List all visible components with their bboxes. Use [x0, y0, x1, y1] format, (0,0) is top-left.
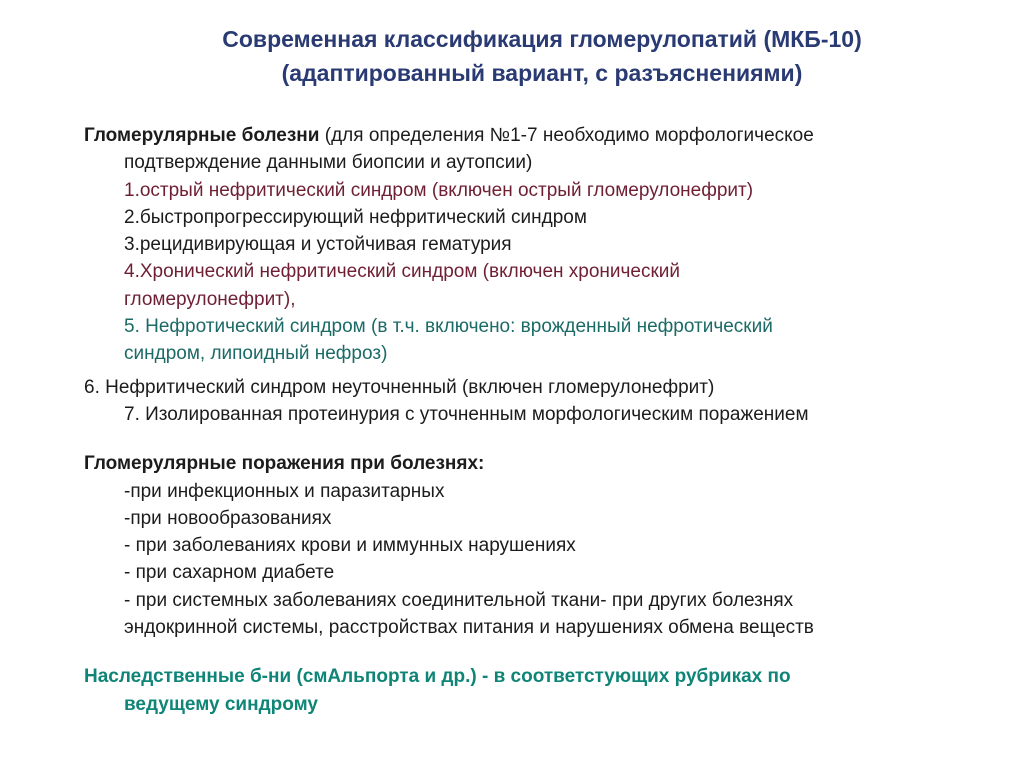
lesion-item-4: - при сахарном диабете	[124, 562, 335, 584]
lesion-item-2: -при новообразованиях	[124, 507, 332, 529]
list-item-5-line-2: синдром, липоидный нефроз)	[124, 343, 388, 365]
list-item-3: 3.рецидивирующая и устойчивая гематурия	[124, 234, 512, 256]
lesion-item-5-line-2: эндокринной системы, расстройствах питания и нарушениях обмена веществ	[124, 617, 814, 639]
list-item-4-line-1: 4.Хронический нефритический синдром (включен хронический	[124, 261, 681, 283]
list-item-4-line-2: гломерулонефрит),	[124, 288, 296, 310]
slide-title	[0, 22, 1024, 90]
section-hereditary	[84, 663, 984, 718]
section2-heading: Гломерулярные поражения при болезнях:	[84, 453, 485, 475]
section1-note-line-1: (для определения №1-7 необходимо морфологическое	[319, 125, 814, 146]
lesion-item-3: - при заболеваниях крови и иммунных нарушениях	[124, 535, 576, 557]
section-glomerular-lesions	[84, 450, 984, 641]
hereditary-line-1: Наследственные б-ни (смАльпорта и др.) - в соответстующих рубриках по	[84, 666, 791, 688]
lesion-item-5-line-1: - при системных заболеваниях соединительной ткани- при других болезнях	[124, 589, 794, 611]
title-line-2: (адаптированный вариант, с разъяснениями)	[281, 60, 803, 86]
title-line-1: Современная классификация гломерулопатий (МКБ-10)	[222, 26, 862, 52]
section-glomerular-diseases	[84, 122, 984, 428]
list-item-5-line-1: 5. Нефротический синдром (в т.ч. включено: врожденный нефротический	[124, 316, 773, 338]
list-item-1: 1.острый нефритический синдром (включен острый гломерулонефрит)	[124, 179, 754, 201]
slide-body	[84, 122, 984, 718]
lesion-item-1: -при инфекционных и паразитарных	[124, 480, 445, 502]
hereditary-line-2: ведущему синдрому	[124, 693, 318, 715]
section1-note-line-2: подтверждение данными биопсии и аутопсии)	[124, 152, 533, 174]
list-item-7: 7. Изолированная протеинурия с уточненным морфологическим поражением	[124, 403, 809, 425]
list-item-2: 2.быстропрогрессирующий нефритический синдром	[124, 206, 587, 228]
section1-heading: Гломерулярные болезни	[84, 125, 320, 146]
list-item-6: 6. Нефритический синдром неуточненный (включен гломерулонефрит)	[84, 376, 715, 398]
